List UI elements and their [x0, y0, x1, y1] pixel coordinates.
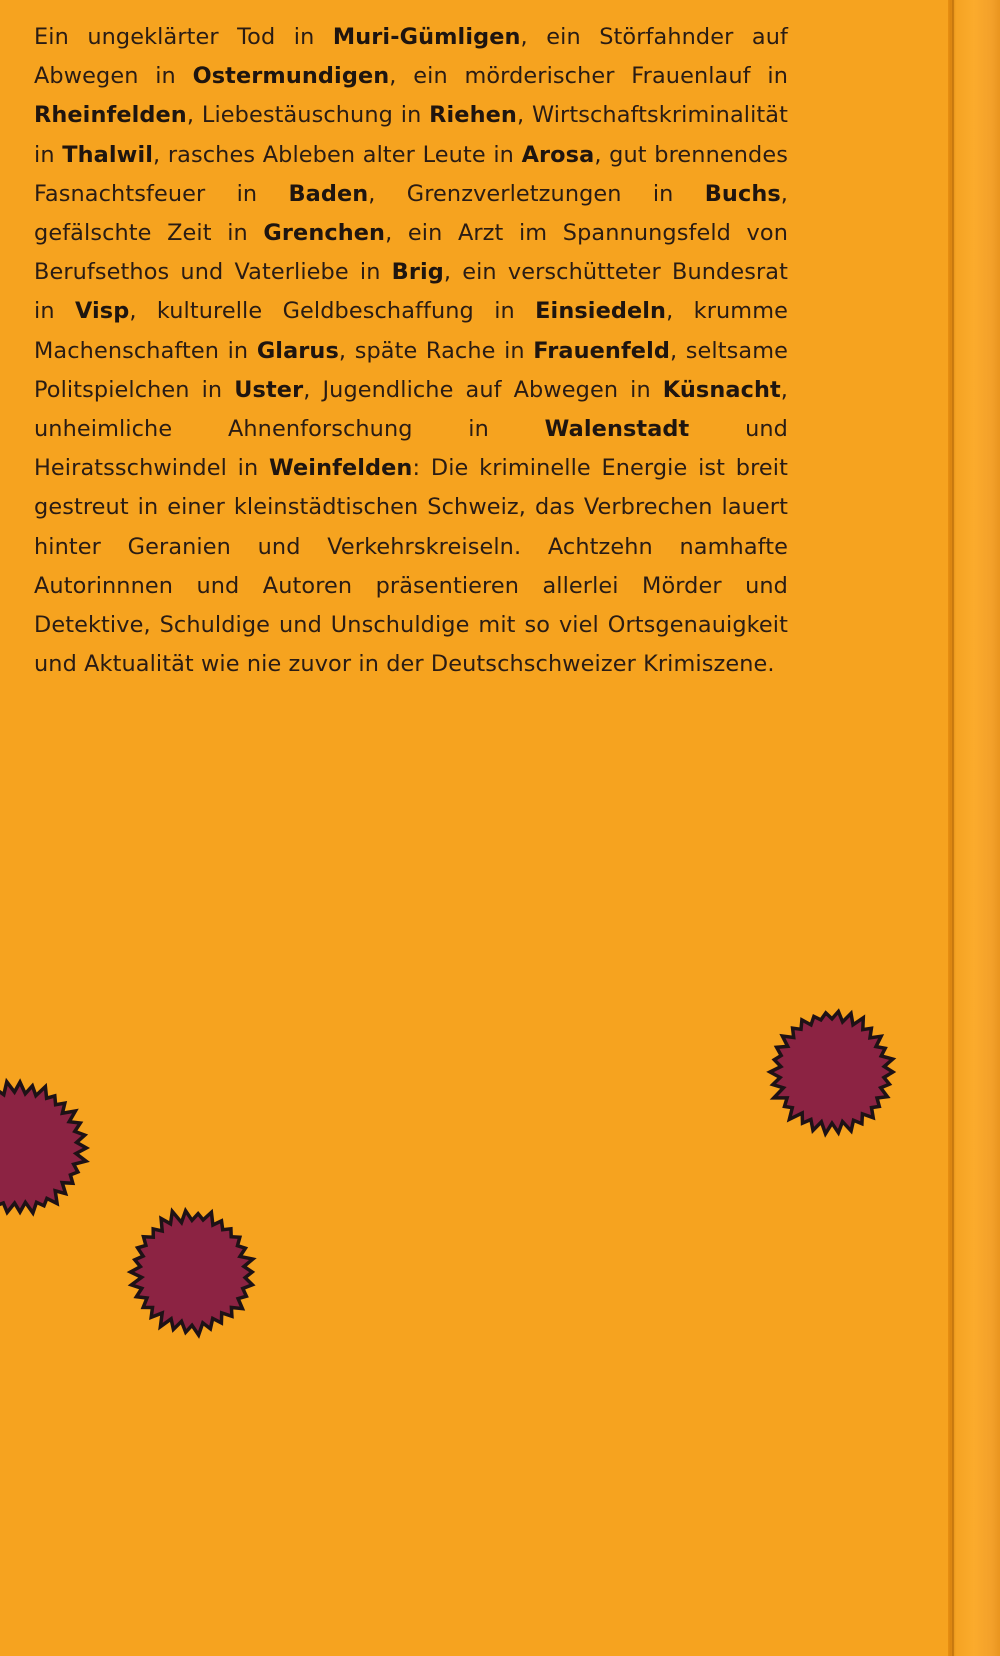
place-name: Visp [74, 298, 130, 325]
blurb-segment: , gut brennendes Fasnachtsfeuer in [34, 141, 788, 207]
blurb-segment: , ein Störfahnder auf Abwegen in [34, 24, 788, 90]
blurb-segment: , kulturelle Geldbeschaffung in [129, 298, 536, 325]
blurb-segment: , späte Rache in [338, 337, 534, 364]
place-name: Rheinfelden [34, 102, 187, 129]
blood-splat-bottom-left [122, 1202, 262, 1342]
spine-fold-line [952, 0, 954, 1656]
blurb-segment: , Jugendliche auf Abwegen in [303, 376, 663, 403]
place-name: Ostermundigen [192, 63, 390, 90]
blurb-text [34, 18, 788, 684]
splat-shape [770, 1012, 893, 1134]
blood-splat-right [762, 1002, 902, 1142]
blurb-segment: , Wirtschaftskriminalität in [34, 102, 789, 168]
place-name: Frauenfeld [533, 337, 670, 364]
blurb-segment: , krumme Machenschaften in [34, 298, 789, 364]
place-name: Arosa [521, 141, 595, 168]
blurb-segment: , Liebestäuschung in [186, 102, 430, 129]
blurb-segment: : Die kriminelle Energie ist breit gestreut in einer kleinstädtischen Schweiz, das Verbrechen lauert hinter Geranien und Verkehrskreiseln. Achtzehn namhafte Autorinnnen und Autoren präsentieren allerlei Mörder und Detektive, Schuldige und Unschuldige mit so viel Ortsgenauigkeit und Aktualität wie nie zuvor in der Deutschschweizer Krimiszene. [34, 455, 788, 678]
blurb-segment: , ein verschütteter Bundesrat in [34, 259, 789, 325]
place-name: Grenchen [263, 220, 386, 247]
place-name: Buchs [704, 180, 781, 207]
blurb-segment: , unheimliche Ahnenforschung in [34, 376, 789, 443]
blurb-segment: , rasches Ableben alter Leute in [153, 141, 522, 168]
blurb-segment: Ein ungeklärter Tod in [34, 24, 333, 50]
place-name: Riehen [429, 102, 517, 129]
blurb-segment: und Heiratsschwindel in [34, 416, 788, 482]
splat-shape [131, 1211, 253, 1335]
blurb-segment: , ein Arzt im Spannungsfeld von Berufsethos und Vaterliebe in [34, 220, 788, 286]
blurb-segment: , Grenzverletzungen in [368, 180, 705, 207]
book-spine-edge [948, 0, 1000, 1656]
place-name: Brig [391, 259, 444, 286]
blood-splat-left-edge [0, 1068, 100, 1228]
blurb-segment: , seltsame Politspielchen in [34, 337, 788, 403]
place-name: Weinfelden [269, 455, 413, 482]
place-name: Glarus [256, 337, 339, 364]
place-name: Baden [288, 180, 369, 207]
splat-shape [0, 1082, 86, 1213]
blurb-segment: , ein mörderischer Frauenlauf in [389, 63, 789, 90]
place-name: Thalwil [62, 141, 153, 168]
place-name: Muri-Gümligen [332, 24, 521, 50]
blurb-segment: , gefälschte Zeit in [34, 180, 788, 247]
place-name: Walenstadt [544, 416, 690, 443]
place-name: Küsnacht [662, 376, 781, 403]
place-name: Einsiedeln [535, 298, 667, 325]
place-name: Uster [234, 376, 304, 403]
